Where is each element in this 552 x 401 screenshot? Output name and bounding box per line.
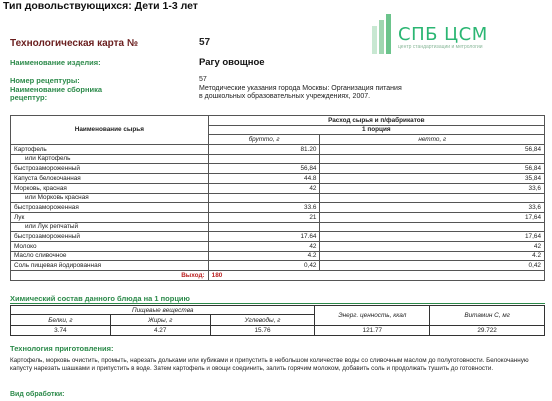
table-row: [11, 183, 545, 193]
ingredient-name: или Картофель: [11, 154, 209, 164]
col-header-brutto: брутто, г: [208, 135, 320, 145]
ingredients-table: [10, 115, 545, 281]
ingredient-name: Молоко: [11, 241, 209, 251]
source-value-line2: в дошкольных образовательных учреждениях, 2007.: [199, 93, 371, 100]
ingredient-netto: [320, 154, 545, 164]
table-row: [11, 193, 545, 203]
source-label-line1: Наименование сборника: [10, 85, 103, 94]
ingredient-netto: 17,64: [320, 232, 545, 242]
recipe-number-value: 57: [199, 76, 207, 83]
chem-value-fat: 4.27: [110, 326, 210, 336]
ingredient-brutto: 0,42: [208, 261, 320, 271]
total-label: Выход:: [11, 271, 209, 281]
ingredient-brutto: 81.20: [208, 145, 320, 155]
ingredient-brutto: 42: [208, 183, 320, 193]
card-title: Технологическая карта №: [10, 38, 139, 49]
ingredient-brutto: [208, 222, 320, 232]
chem-title: Химический состав данного блюда на 1 порцию: [10, 294, 190, 303]
chem-col-fat: Жиры, г: [110, 315, 210, 326]
table-row: [11, 212, 545, 222]
chem-col-protein: Белки, г: [11, 315, 111, 326]
table-row: [11, 241, 545, 251]
col-header-group: Расход сырья и п/фабрикатов: [208, 116, 544, 126]
ingredient-netto: 33,6: [320, 183, 545, 193]
logo-mark-icon: [370, 14, 398, 58]
chem-group-header: Пищевые вещества: [11, 306, 315, 315]
table-row: [11, 232, 545, 242]
ingredient-netto: 17,64: [320, 212, 545, 222]
chem-divider: [10, 303, 545, 304]
source-value-line1: Методические указания города Москвы: Организация питания: [199, 85, 402, 92]
ingredient-name: или Морковь красная: [11, 193, 209, 203]
ingredient-brutto: 56,84: [208, 164, 320, 174]
ingredient-brutto: 4.2: [208, 251, 320, 261]
logo-subtitle: центр стандартизации и метрологии: [398, 44, 483, 50]
ingredient-name: быстрозамороженный: [11, 164, 209, 174]
ingredient-brutto: 17.64: [208, 232, 320, 242]
processing-type-label: Вид обработки:: [10, 391, 65, 398]
ingredient-brutto: 44.8: [208, 174, 320, 184]
ingredient-netto: 35,84: [320, 174, 545, 184]
chem-value-energy: 121.77: [315, 326, 430, 336]
ingredient-netto: 33,6: [320, 203, 545, 213]
ingredient-netto: [320, 193, 545, 203]
ingredient-name: быстрозамороженный: [11, 232, 209, 242]
col-header-name: Наименование сырья: [11, 116, 209, 145]
chem-col-vitamin-c: Витамин С, мг: [430, 306, 545, 326]
dish-name-value: Рагу овощное: [199, 57, 265, 68]
card-number: 57: [199, 37, 211, 48]
ingredient-netto: 0,42: [320, 261, 545, 271]
chem-value-carbs: 15.76: [210, 326, 315, 336]
table-row: [11, 261, 545, 271]
ingredient-netto: 4.2: [320, 251, 545, 261]
ingredient-brutto: 21: [208, 212, 320, 222]
col-header-netto: нетто, г: [320, 135, 545, 145]
table-row: [11, 154, 545, 164]
ingredient-netto: 42: [320, 241, 545, 251]
tech-title: Технология приготовления:: [10, 344, 114, 353]
table-row: [11, 203, 545, 213]
ingredient-brutto: 42: [208, 241, 320, 251]
table-row: [11, 251, 545, 261]
table-row: [11, 145, 545, 155]
ingredient-brutto: [208, 154, 320, 164]
ingredient-brutto: 33.6: [208, 203, 320, 213]
source-label-line2: рецептур:: [10, 93, 48, 102]
chem-value-vitamin-c: 29.722: [430, 326, 545, 336]
logo: [370, 10, 520, 60]
ingredient-netto: 56,84: [320, 164, 545, 174]
ingredient-name: Морковь, красная: [11, 183, 209, 193]
chem-value-protein: 3.74: [11, 326, 111, 336]
dish-name-label: Наименование изделия:: [10, 58, 101, 67]
ingredient-netto: [320, 222, 545, 232]
chem-col-carbs: Углеводы, г: [210, 315, 315, 326]
ingredient-name: Соль пищевая йодированная: [11, 261, 209, 271]
col-header-portion: 1 порция: [208, 125, 544, 135]
total-value: 180: [208, 271, 544, 281]
ingredient-name: Картофель: [11, 145, 209, 155]
ingredient-netto: 56,84: [320, 145, 545, 155]
logo-text: СПБ ЦСМ: [398, 24, 488, 45]
recipe-number-label: Номер рецептуры:: [10, 76, 80, 85]
ingredient-name: Капуста белокочанная: [11, 174, 209, 184]
ingredient-brutto: [208, 193, 320, 203]
ingredient-name: Лук: [11, 212, 209, 222]
table-row: [11, 174, 545, 184]
chem-col-energy: Энерг. ценность, ккал: [315, 306, 430, 326]
ingredient-name: или Лук репчатый: [11, 222, 209, 232]
table-row: [11, 164, 545, 174]
tech-text: Картофель, морковь очистить, промыть, нарезать дольками или кубиками и припустить в небольшом количестве воды со сливочным маслом до полуготовности. Белокочанную капусту нарезать шашками и припустить в воде. Затем картофель и овощи соединить, залить горячим молоком, добавить соль и продолжать тушить до готовности.: [10, 357, 529, 372]
chem-table: [10, 305, 545, 336]
ingredient-name: быстрозамороженная: [11, 203, 209, 213]
table-row: [11, 222, 545, 232]
page-header: Тип довольствующихся: Дети 1-3 лет: [3, 0, 198, 12]
ingredient-name: Масло сливочное: [11, 251, 209, 261]
